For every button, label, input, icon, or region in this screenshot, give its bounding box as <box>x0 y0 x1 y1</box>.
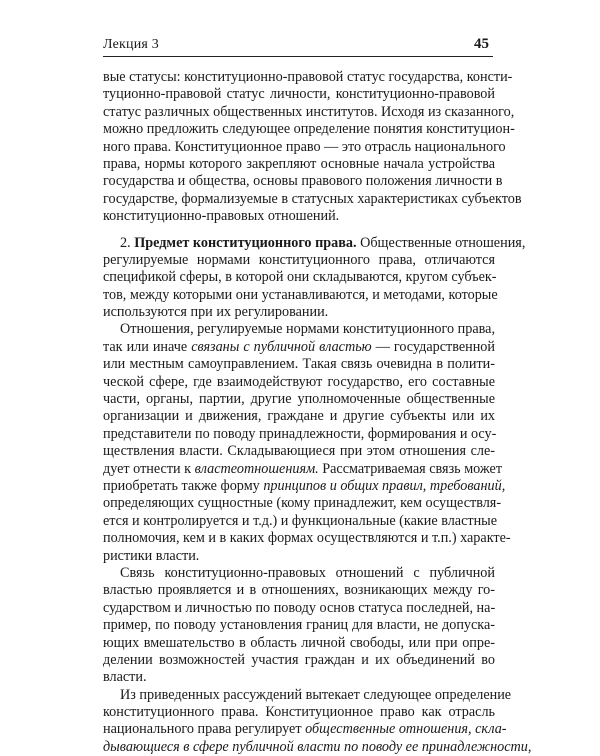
text-line: определяющих сущностные (кому принадлежит, кем осуществля- <box>103 495 502 512</box>
text-run: приобретать также форму <box>103 477 264 494</box>
text-line: статус различных общественных институтов. Исходя из сказанного, <box>103 103 515 120</box>
page-header <box>103 36 493 57</box>
text-line: или местным самоуправлением. Такая связь очевидна в полити- <box>103 356 495 373</box>
text-line: ного права. Конституционное право — это отрасль национального <box>103 138 506 155</box>
text-line: властью проявляется и в отношениях, возникающих между го- <box>103 582 495 599</box>
text-line: государстве, формализуемые в статусных характеристиках субъектов <box>103 190 522 207</box>
text-line: организации и движения, граждане и другие субъекты или их <box>103 408 495 425</box>
text-line: ется и контролируется и т.д.) и функциональные (какие властные <box>103 512 497 529</box>
text-line: ристики власти. <box>103 547 200 564</box>
text-line <box>103 721 507 738</box>
text-line: конституционно-правовых отношений. <box>103 208 340 225</box>
text-line: сударством и личностью по поводу основ статуса последней, на- <box>103 599 496 616</box>
text-run: Рассматриваемая связь может <box>318 460 503 477</box>
text-line: конституционного права. Конституционное право как отрасль <box>103 704 495 721</box>
paragraph <box>103 321 511 564</box>
text-run: дует отнести к <box>103 460 195 477</box>
text-line <box>103 460 503 478</box>
paragraph <box>103 565 495 687</box>
text-line <box>103 234 526 252</box>
paragraph <box>103 686 532 756</box>
emphasis-text: связаны с публичной властью <box>191 338 372 355</box>
emphasis-text: властеотношениям. <box>194 460 319 477</box>
text-line: регулируемые нормами конституционного права, отличаются <box>103 251 495 268</box>
emphasis-text: дывающиеся в сфере публичной власти по поводу ее принадлежности, <box>103 738 532 755</box>
section-number: 2. <box>120 234 135 251</box>
running-head: Лекция 3 <box>103 37 159 52</box>
text-line <box>103 738 532 756</box>
text-run: — государственной <box>371 338 495 355</box>
text-line: используются при их регулировании. <box>103 304 329 321</box>
text-line: вые статусы: конституционно-правовой статус государства, консти- <box>103 69 513 85</box>
text-run: Общественные отношения, <box>356 234 526 251</box>
emphasis-text: принципов и общих правил, требований, <box>263 477 506 494</box>
text-line: ществления власти. Складывающиеся при этом отношения сле- <box>103 443 495 460</box>
paragraph <box>103 69 522 226</box>
text-line: ющих вмешательство в область личной свободы, или при опре- <box>103 634 495 651</box>
text-line: ческой сфере, где взаимодействуют государство, его составные <box>103 373 495 390</box>
text-line: Отношения, регулируемые нормами конституционного права, <box>120 321 495 338</box>
text-run: так или иначе <box>103 338 192 355</box>
text-line: тов, между которыми они устанавливаются, и методами, которые <box>103 286 498 303</box>
text-line: части, органы, партии, другие уполномоченные общественные <box>103 391 495 408</box>
text-line: спецификой сферы, в которой они складываются, кругом субъек- <box>103 269 497 286</box>
emphasis-text: общественные отношения, скла- <box>305 721 507 738</box>
text-line <box>103 477 506 495</box>
text-line: представители по поводу принадлежности, формирования и осу- <box>103 425 497 442</box>
text-line: туционно-правовой статус личности, конституционно-правовой <box>103 86 495 103</box>
text-run: национального права регулирует <box>103 721 306 738</box>
section-heading: Предмет конституционного права. <box>134 234 357 251</box>
text-line <box>103 339 495 356</box>
text-line: полномочия, кем и в каких формах осуществляются и т.п.) характе- <box>103 530 511 547</box>
text-line: можно предложить следующее определение понятия конституцион- <box>103 121 515 138</box>
body-text <box>103 69 532 756</box>
text-line: права, нормы которого закрепляют основные начала устройства <box>103 155 495 172</box>
page-number: 45 <box>474 36 489 52</box>
text-line: Из приведенных рассуждений вытекает следующее определение <box>120 686 512 703</box>
text-line: Связь конституционно-правовых отношений с публичной <box>120 564 495 581</box>
text-line: власти. <box>103 669 147 686</box>
text-line: делении возможностей участия граждан и их объединений во <box>103 651 495 668</box>
text-line: пример, по поводу установления границ для власти, не допуска- <box>103 617 495 634</box>
text-line: государства и общества, основы правового положения личности в <box>103 173 503 190</box>
paragraph <box>103 234 526 322</box>
